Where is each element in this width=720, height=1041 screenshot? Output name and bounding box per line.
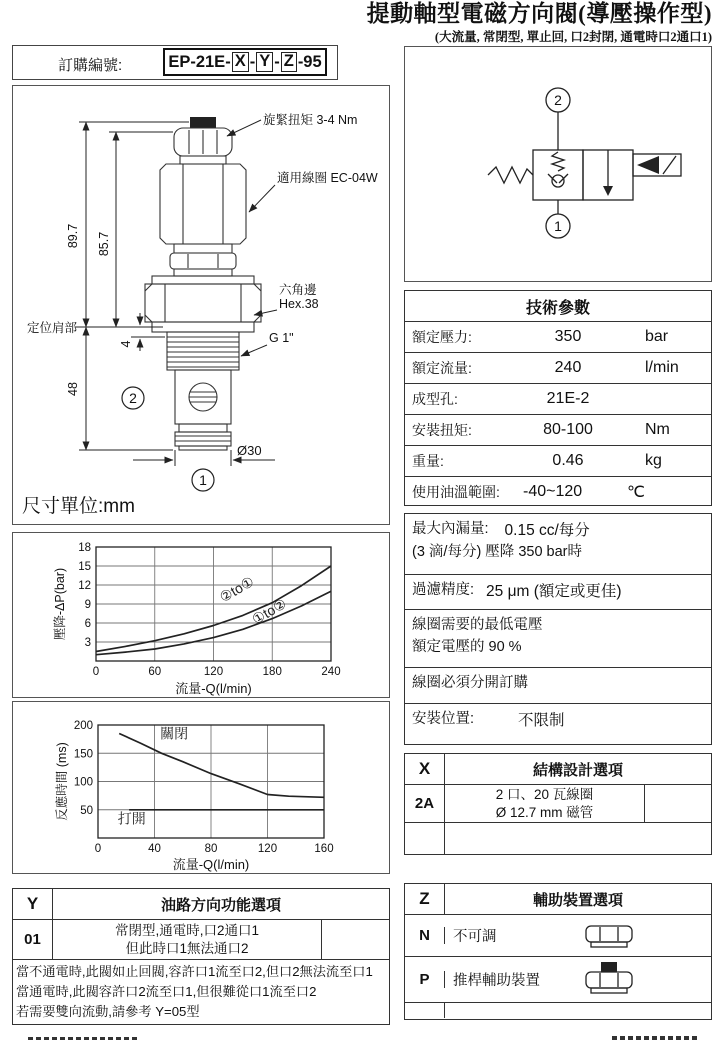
table-row <box>405 822 711 854</box>
order-code-dash2: - <box>274 52 280 71</box>
param-label: 重量: <box>412 453 444 469</box>
option-desc-line1: 2 口、20 瓦線圈 <box>495 786 594 802</box>
x-table-header <box>405 754 711 784</box>
table-row <box>13 919 389 959</box>
option-code: 2A <box>405 785 445 822</box>
hex-nut <box>145 284 261 322</box>
note-label: 線圈需要的最低電壓 <box>412 617 543 633</box>
tech-notes-table <box>404 513 712 745</box>
torque-callout: 旋緊扭矩 3-4 Nm <box>263 113 358 127</box>
svg-text:50: 50 <box>80 804 93 817</box>
y-options-table <box>12 888 390 1025</box>
note-line2: (3 滴/每分) 壓降 350 bar時 <box>412 544 583 561</box>
dim-coil-label: 85.7 <box>97 231 111 257</box>
svg-text:12: 12 <box>78 580 91 592</box>
coil-body <box>160 164 246 244</box>
symbol-port-2: 2 <box>554 92 562 108</box>
order-code-dash1: - <box>249 52 256 71</box>
option-desc <box>445 921 642 951</box>
option-desc <box>445 823 711 854</box>
x-table-key: X <box>405 754 445 784</box>
response-time-chart-panel <box>12 701 390 874</box>
svg-text:180: 180 <box>262 666 282 678</box>
footer-left-clipped-text <box>28 1037 140 1040</box>
option-desc-line2: Ø 12.7 mm 磁管 <box>495 804 594 820</box>
order-code <box>163 48 327 76</box>
table-row <box>405 914 711 956</box>
pressure-drop-chart <box>13 533 389 697</box>
option-desc-label: 推桿輔助裝置 <box>453 973 540 989</box>
table-row <box>405 667 711 703</box>
order-number-label: 訂購編號: <box>58 57 123 74</box>
svg-text:240: 240 <box>321 666 341 678</box>
pressure-drop-chart-panel <box>12 532 390 698</box>
table-row <box>405 414 711 445</box>
option-desc-line2: 但此時口1無法通口2 <box>125 940 249 956</box>
return-spring-icon <box>488 167 533 183</box>
note-label: 最大內漏量: <box>412 521 489 537</box>
svg-text:3: 3 <box>84 637 91 649</box>
x-table-title: 結構設計選項 <box>532 761 623 779</box>
note-label: 線圈必須分開訂購 <box>412 675 528 691</box>
title-block <box>332 1 712 45</box>
table-row <box>405 321 711 352</box>
param-value: 0.46 <box>552 452 584 469</box>
symbol-port-1: 1 <box>554 218 562 234</box>
solenoid-triangle-icon <box>637 156 659 174</box>
page-subtitle: (大流量, 常閉型, 單止回, 口2封閉, 通電時口2通口1) <box>434 30 712 45</box>
hex-size-callout: Hex.38 <box>279 297 319 311</box>
note-line2: 額定電壓的 90 % <box>412 638 522 655</box>
svg-text:200: 200 <box>73 720 93 732</box>
svg-text:打開: 打開 <box>117 810 146 827</box>
param-value: 80-100 <box>543 421 593 438</box>
dim-total-label: 89.7 <box>66 223 80 249</box>
option-code: P <box>405 971 445 988</box>
x-options-table <box>404 753 712 855</box>
svg-text:120: 120 <box>257 843 278 855</box>
order-code-y: Y <box>256 52 273 71</box>
order-code-prefix: EP-21E- <box>168 52 231 71</box>
svg-text:①to②: ①to② <box>249 595 289 628</box>
table-row <box>405 703 711 743</box>
order-code-suffix: -95 <box>297 52 322 71</box>
svg-text:150: 150 <box>73 748 93 761</box>
svg-text:6: 6 <box>84 618 91 630</box>
coil-callout: 適用線圈 EC-04W <box>277 171 378 185</box>
param-label: 使用油溫範圍: <box>412 484 500 500</box>
table-row <box>405 514 711 574</box>
table-row <box>405 445 711 476</box>
param-unit: ℃ <box>627 484 645 501</box>
diameter-label: Ø30 <box>237 443 262 458</box>
svg-text:0: 0 <box>92 666 100 678</box>
note-label: 安裝位置: <box>412 711 475 727</box>
option-code <box>405 1003 445 1018</box>
option-desc-line1: 常閉型,通電時,口2通口1 <box>114 922 260 938</box>
hex-callout: 六角邊 <box>279 283 317 297</box>
table-row <box>405 352 711 383</box>
option-code: 01 <box>13 920 53 959</box>
table-row <box>405 784 711 822</box>
svg-text:反應時間 (ms): 反應時間 (ms) <box>55 742 69 821</box>
tech-params-header: 技術參數 <box>525 299 590 317</box>
param-value: 240 <box>554 359 582 376</box>
svg-text:18: 18 <box>78 542 91 554</box>
param-unit: l/min <box>645 359 679 376</box>
svg-text:120: 120 <box>203 666 224 678</box>
check-valve-icon <box>552 175 564 187</box>
response-time-chart <box>13 702 389 873</box>
param-value: 350 <box>554 328 582 345</box>
y-table-notes <box>13 959 389 1023</box>
pilot-spring-icon <box>552 152 564 171</box>
svg-text:壓降-ΔP(bar): 壓降-ΔP(bar) <box>53 567 67 641</box>
y-table-key: Y <box>13 889 53 919</box>
param-label: 成型孔: <box>412 391 458 407</box>
svg-text:60: 60 <box>148 666 162 678</box>
table-row <box>405 476 711 507</box>
option-code: N <box>405 927 445 944</box>
order-number-box <box>12 45 338 80</box>
note-value: 不限制 <box>518 712 565 729</box>
table-row <box>405 956 711 1002</box>
svg-text:②to①: ②to① <box>216 573 257 606</box>
svg-text:9: 9 <box>84 599 91 611</box>
locating-shoulder-label: 定位肩部 <box>27 321 78 335</box>
z-options-table <box>404 883 712 1020</box>
note-value: 0.15 cc/每分 <box>504 522 590 539</box>
valve-drawing <box>13 86 389 524</box>
note-line: 若需要雙向流動,請參考 Y=05型 <box>16 1003 200 1019</box>
order-code-x: X <box>232 52 249 71</box>
note-line: 當不通電時,此閥如止回閥,容許口1流至口2,但口2無法流至口1 <box>16 964 373 979</box>
option-extra-cell <box>321 920 389 959</box>
svg-text:流量-Q(l/min): 流量-Q(l/min) <box>172 857 250 872</box>
param-label: 額定壓力: <box>412 329 472 345</box>
dim-lower-label: 48 <box>66 382 80 396</box>
table-row <box>405 1002 711 1018</box>
thread-section <box>167 332 239 370</box>
option-desc <box>445 785 644 822</box>
svg-text:流量-Q(l/min): 流量-Q(l/min) <box>175 681 252 696</box>
z-table-title: 輔助裝置選項 <box>532 891 623 909</box>
option-extra-cell <box>644 785 711 822</box>
param-unit: Nm <box>645 421 670 438</box>
flow-arrow-icon <box>603 186 613 196</box>
port-2-number: 2 <box>129 390 137 406</box>
option-desc <box>445 1003 711 1018</box>
push-pin-cap <box>190 117 216 128</box>
valve-drawing-panel <box>12 85 390 525</box>
table-row <box>405 574 711 609</box>
note-value: 25 μm (額定或更佳) <box>486 583 622 600</box>
hydraulic-symbol <box>405 47 711 281</box>
dim-shoulder-label: 4 <box>119 340 133 348</box>
option-desc-label: 不可調 <box>453 929 497 945</box>
param-label: 安裝扭矩: <box>412 422 472 438</box>
svg-text:40: 40 <box>148 843 161 855</box>
y-table-title: 油路方向功能選項 <box>160 896 281 914</box>
port-1-number: 1 <box>199 472 207 488</box>
svg-text:關閉: 關閉 <box>160 725 189 742</box>
footer-right-clipped-text <box>612 1036 700 1040</box>
param-label: 額定流量: <box>412 360 472 376</box>
option-desc <box>53 920 321 959</box>
hydraulic-symbol-panel <box>404 46 712 282</box>
y-table-header <box>13 889 389 919</box>
thread-callout: G 1" <box>269 331 294 345</box>
table-row <box>405 383 711 414</box>
svg-text:160: 160 <box>314 843 334 855</box>
units-note: 尺寸單位:mm <box>22 496 135 517</box>
param-value: -40~120 <box>523 483 583 500</box>
push-rod-nut-icon <box>582 961 636 999</box>
svg-text:100: 100 <box>73 776 93 789</box>
note-label: 過濾精度: <box>412 582 475 598</box>
plain-nut-icon <box>582 921 636 951</box>
order-code-z: Z <box>281 52 297 71</box>
svg-text:0: 0 <box>94 843 102 855</box>
param-unit: bar <box>645 328 669 345</box>
svg-text:80: 80 <box>204 843 218 855</box>
option-code <box>405 823 445 854</box>
param-unit: kg <box>645 452 662 469</box>
page-title: 提動軸型電磁方向閥(導壓操作型) <box>366 1 712 26</box>
option-desc <box>445 961 642 999</box>
table-row <box>405 609 711 667</box>
z-table-key: Z <box>405 884 445 914</box>
note-line: 當通電時,此閥容許口2流至口1,但很難從口1流至口2 <box>16 983 317 999</box>
svg-text:15: 15 <box>78 561 91 573</box>
param-value: 21E-2 <box>546 390 590 407</box>
z-table-header <box>405 884 711 914</box>
tech-params-table <box>404 290 712 506</box>
